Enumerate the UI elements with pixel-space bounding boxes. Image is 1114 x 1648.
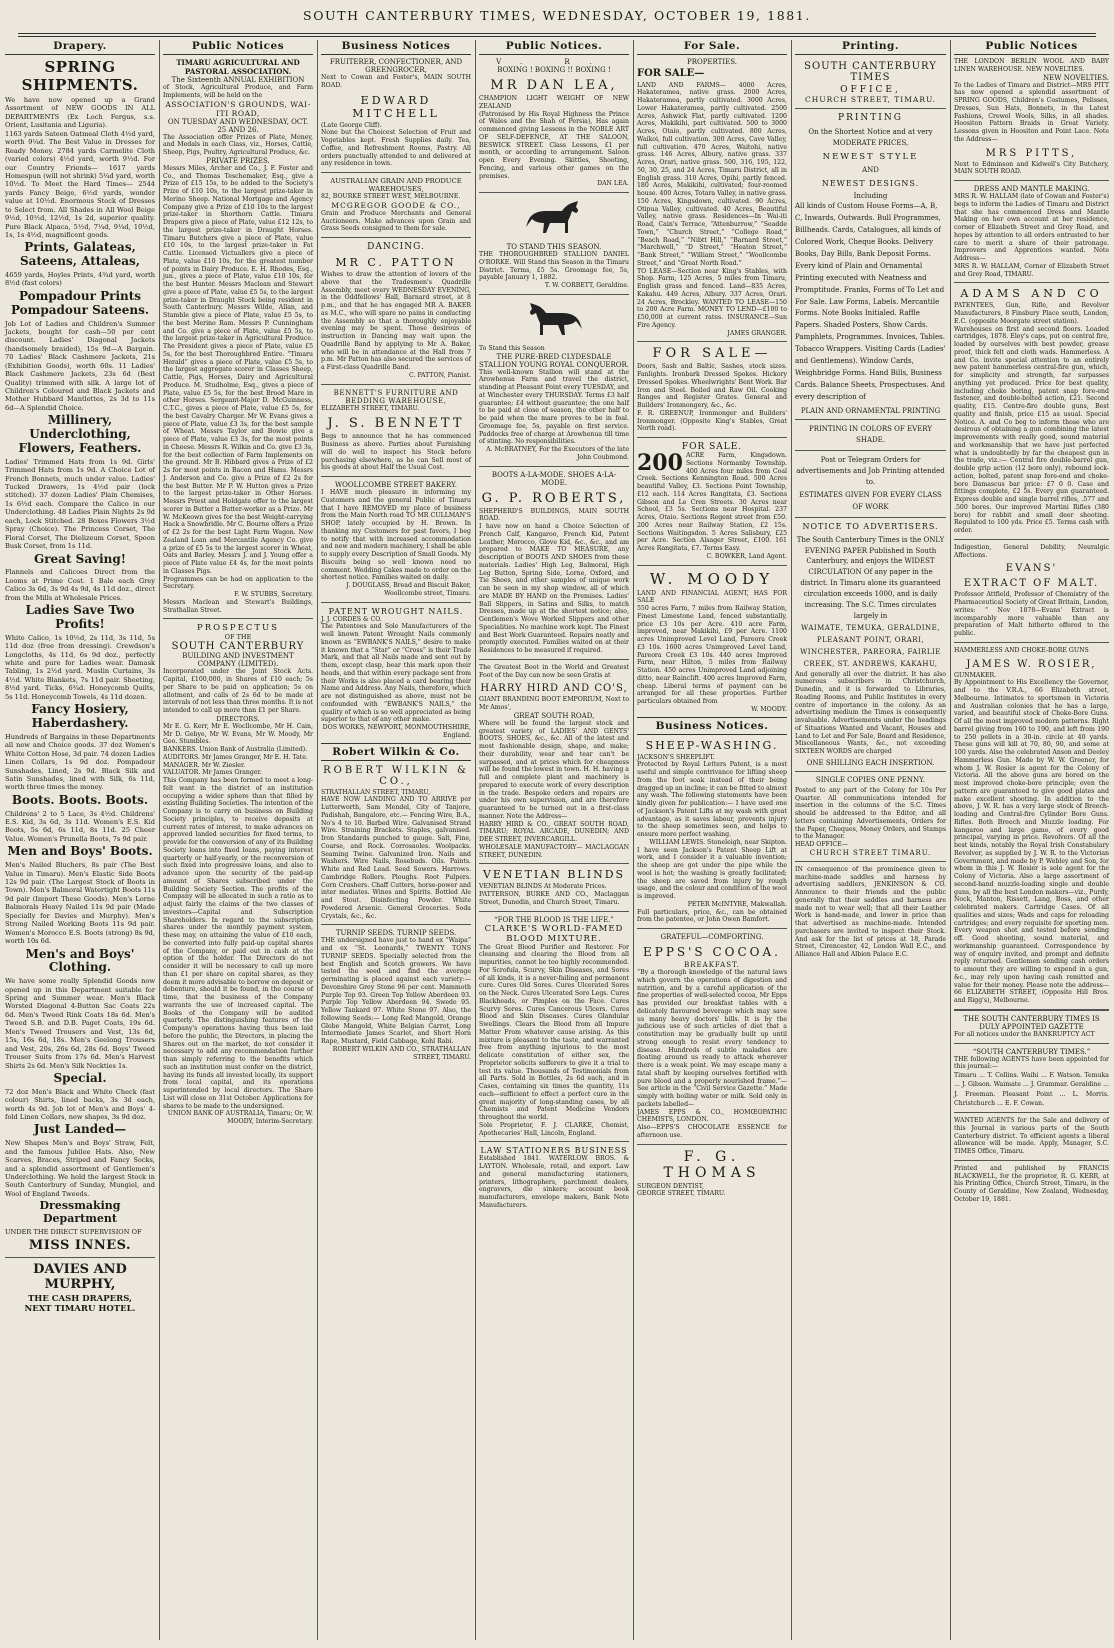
notice-title: BOOTS A-LA-MODE. SHOES A-LA-MODE. [491,470,617,487]
notice-title: FOR SALE. [681,442,743,452]
notice-title: NOTICE TO ADVERTISERS. [802,521,939,531]
notice-title: FRUITERER, CONFECTIONER, AND GREENGROCER, [329,58,463,74]
advert-name: FOR SALE— [652,346,772,362]
notice-signature: JAMES EPPS & CO., HOMŒOPATHIC CHEMISTS, LONDON. [637,1108,787,1124]
notice-title: NEWEST STYLE [822,151,919,162]
notice-text: OF THE [224,633,252,642]
column-heading: For Sale. [637,40,787,55]
notice-signature: C. BOWKER, Land Agent. [706,552,787,560]
notice-text: THE following AGENTS have been appointed for this journal:— [954,1055,1109,1071]
notice-text: Post or Telegram Orders for advertisements and Job Printing attended to. [796,455,945,486]
notice-text: PATTERSON, BURKE AND CO., Maclaggan Street, Dunedin, and Church Street, Timaru. [479,891,629,906]
advert-subtitle: THE CASH DRAPERS, [27,1294,133,1305]
advert-text: Childrens' 2 to 5 Lace, 3s 4½d. Childrens' E.S. Kid, 3s 6d, 3s 11d. Women's E.S. Kid Boots, 5s 6d, 6s 11d, 8s 11d. 25 Cheer Value. Women's Prunella Boots, 7s 9d pair. [5,809,155,843]
advert-text: Job Lot of Ladies and Children's Summer Jackets, bought for cash—50 per cent discount. Ladies' Diagonal Jackets (handsomely braided), 15s 9d—A Bargain. 70 Ladies' Black Cashmere Jackets, 21s (Exhibition Goods), worth 60s. 11 Ladies' Black Cashmere Jackets, 23s 6d (Best Quality) trimmed with silk. A large lot of Children's Coloured and Black Jackets and Mother Hubbard Mantlettes, 2s 3d to 11s 6d—A Splendid Choice. [5,319,155,412]
notice-title: DRESS AND MANTLE MAKING. [973,185,1090,193]
notice-text: Grain and Produce Merchants and General Auctioneers. Make advances upon Grain and Grass Seeds consigned to them for sale. [321,209,471,233]
notice-title: BENNETT'S FURNITURE AND BEDDING WAREHOUSE, [333,388,459,405]
notice-text: Messrs Miles, Archer and Co., J. F. Foster and Co., and Thomas Teschemaker, Esq., give a Prize of £15 15s, to be added to the Society's Prize of £10 10s, to the largest prize-taker in Merino Sheep. National Mortgage and Agency Company give a Prize of £10 10s to the largest prize-taker in Shorthorn Cattle. Timaru Drapers give a piece of Plate, value £12 12s, to the largest prize-taker in Draught Horses. Timaru Butchers give a piece of Plate, value £10 10s, to the largest prize-taker in Fat Cattle. Licensed Victuallers give a piece of Plate, value £10 10s, for the greatest number of points in Dairy Produce. E. H. Rhodes, Esq., jun., gives a piece of Plate, value £10 10s, for the best Hunter. Messrs Maclean and Stewart give a piece of Plate, value £5 5s, to the largest prize-taker in Draught Stock being resident in South Canterbury. Messrs Wilde, Allan, and Stamble give a piece of Plate, value £5 5s, to the best Merino Ram. Messrs P. Cunningham and Co. give a piece of Plate, value £5 5s, to the largest prize-taker in Agricultural Produce. The President gives a piece of Plate, value £5 5s, for the best Thoroughbred Entire. “Timaru Herald” gives a piece of Plate, value £5 5s, to the largest aggregate scorer in Classes Sheep, Cattle, Pigs, Horses, Dairy and Agricultural Produce. M. Studholme, Esq., gives a piece of Plate, value £5 5s, for the best Brood Mare in other Horses. Sergeant-Major D. McGuinness, C.T.C., gives a piece of Plate, value £5 5s, for the best Cavalry Charger. Mr W. Evans gives a piece of Plate, value £3 3s, for the best sample of Wheat. Messrs Taylor and Bowie give a piece of Plate, value £3 3s, for the most points in Cheese. Messrs R. Wilkin and Co. give £3 3s, for the best collection of Farm Implements on the ground. Mr B. Hibbard gives a Prize of £2 2s for most points in Bacon and Hams. Messrs J. Anderson and Co. give a Prize of £2 2s for the best Butter. Mr P. W. Hutton gives a Prize to the largest prize-taker in Other Horses. Messrs Priest and Holdgate offer to the largest scorer in Butter a Butter-worker as a Prize. Mr W. McKeown gives for the best Weight-carrying Hack a Snowbridle. Mr C. Bourne offers a Prize of £2 2s for the best Light Farm Wagon. New Zealand Loan and Mercantile Agency Co. give a prize of £5 5s to the largest scorer in Wheat, Oats and Barley. Messrs J. and J. Young offer a piece of Plate value £4 4s, for the most points in Classes Pigs. [163,164,313,575]
notice-text: The Association offer Prizes of Plate, Money, and Medals in each Class, viz., Horses, Cattle, Sheep, Pigs, Poultry, Agricultural Produce, &c. [163,133,313,156]
notice-text: BANKERS. Union Bank of Australia (Limited). [163,746,308,753]
section-heading: Dressmaking Department [39,1199,121,1225]
notice-signature: UNION BANK OF AUSTRALIA, Timaru; Or, W. MOODY, Interim-Secretary. [167,1110,313,1125]
notice-text: To Stand this Season [479,344,545,352]
column-heading: Public Notices [163,40,313,55]
notice-title: PRINTING [838,113,903,123]
notice-title: CHURCH STREET TIMARU. [809,848,932,857]
notice-text: CHAMPION LIGHT WEIGHT OF NEW ZEALAND [479,95,629,110]
notice-text: ACRE Farm, Kingsdown. Sections Normanby Township. 400 Acres four miles from Coal Creek. Sections Kennington Road. 500 Acres beautiful Valley, £3. Sections Point Township, £12 each. 114 Acres Rangitata, £3. Sections Gibson and Le Cren Streets. 30 Acres near School, £3 5s. Sections near Hospital. 237 Acres, Otaio. Sections Regent street from £50. 200 Acres near Railway Station, £2 15s. Sections Waitingsdon. 5 Acres Salisbury, £25 per Acre. Section Alsager Street, £100. 161 Acres Rangitata, £7. Terms Easy. [637,452,787,552]
notice-text: Next to Cowan and Foster's, MAIN SOUTH ROAD. [321,74,471,89]
notice-text: J. J. CORDES & CO. [321,615,382,623]
notice-title: ASSOCIATION'S GROUNDS, WAI-ITI ROAD, [165,99,311,118]
advert-name: CLARKE'S WORLD-FAMED BLOOD MIXTURE. [484,923,624,944]
notice-title: “SOUTH CANTERBURY TIMES.” [972,1047,1091,1056]
notice-text: SURGEON DENTIST, [637,1182,704,1190]
advert-text: We have some really Splendid Goods now opened up in this Department suitable for Spring and Summer wear. Men's Black Worsted Diagonal 4-Button Sac Coats 22s 6d. Men's Tweed Rink Coats 18s 6d. Men's Tweed S.B. and D.B. Paget Coats, 19s 6d. Men's Tweed Trousers and Vest, 13s 6d, 15s, 16s 6d, 18s. Men's Geelong Trousers and Vest, 20s, 26s 6d, 28s 6d. Boys' Tweed Trouser Suits from 17s 6d. Men's Harvest Shirts 2s 6d. Men's Silk Neckties 1s. [5,977,155,1070]
section-heading: Pompadour Prints Pompadour Sateens. [10,288,150,317]
section-heading: Robert Wilkin & Co. [321,743,471,761]
column-public-notices-3 [951,40,1112,1640]
notice-title: NEWEST DESIGNS. [821,178,920,188]
advert-text: Men's Nailed Bluchers, 8s pair (The Best Value in Timaru). Men's Elastic Side Boots 12s 9d pair. (The Largest Stock of Boots in Town). Men's Balmoral Watertight Boots 11s 9d pair (Import These Goods). Men's Lorne Balmorals Heavy Nailed 11s 9d pair (Made Specially for Davies and Murphy). Men's Strong Nailed Working Boots 11s 9d pair. Women's Morocco E.S. Boots (strong) 8s 9d, worth 10s 6d. [5,861,155,946]
notice-text: Begs to announce that he has commenced Business as above. Parties about Furnishing will do well to inspect his Stock before purchasing elsewhere, as he can Sell most of his goods at about Half the Usual Cost. [321,433,471,472]
advert-text: White Calico, 1s 10½d, 2s 11d, 3s 11d, 5s 11d doz (free from dressing). Crewdson's Longcloths, 4s 11d, 6s 9d doz., perfectly white and pure for Ladies wear. Damask Tabling, 1s 2½d yard. Muslin Curtains, 3s 4½d. White Blankets, 7s 11d pair. Sheeting, 8½d yard. Ticks, 6¾d. Honeycomb Quilts, 5s 11d. Honeycomb Towels, 4s 11d dozen. [5,633,155,701]
notice-title: SOUTH CANTERBURY [171,641,305,653]
column-printing [792,40,949,1640]
notice-title: THE LONDON BERLIN WOOL AND BABY LINEN WAREHOUSE. NEW NOVELTIES. [954,58,1109,73]
notice-text: The Patentees and Sole Manufacturers of the well known Patent Wrought Nails commonly known as “EWBANK'S NAILS,” desire to make it known that a “Star” or “Cross” is their Trade Mark, and that all Nails made and sent out by them, except clasp, bear this mark upon their heads, and that within every package sent from their Works is also placed a card bearing their Name and Address. Any Nails, therefore, which are not distinguished as above, must not be confounded with “EWBANK'S NAILS,” the quality of which is so well appreciated as being superior to that of any other make. [321,623,471,724]
notice-text: STRATHALLAN STREET, TIMARU, [321,788,431,796]
horse-illustration [522,197,586,239]
notice-text: ELIZABETH STREET, TIMARU. [321,404,420,412]
column-heading: Printing. [795,40,946,55]
notice-signature: JAMES GRANGER. [727,329,787,337]
advert-name: JAMES W. ROSIER, [966,658,1097,670]
notice-text: IN consequence of the prominence given to machine-made saddles and harness by advertising saddlers, JENKINSON & CO. Announce to their friends and the public generally that their saddles and harness are made not to wear well; that all their Leather Work is hand-made, and lower in price than that advertised as machine-made. Intended purchasers are invited to inspect their Stock. And ask for the list of prices at 18, Parade Street, Cirencester, 42, London Wall E.C., and Alliance Hall and Albion Palace E.C. [795,865,946,959]
section-heading: Men's and Boys' Clothing. [25,946,135,975]
notice-signature: DOS WORKS, NEWPORT, MONMOUTHSHIRE, England. [322,724,471,739]
section-heading: Men and Boys' Boots. [7,844,153,859]
notice-text: Wishes to draw the attention of lovers of the above that the Tradesmen's Quadrille Assembly, meet every WEDNESDAY EVENING, in the Oddfellows' Hall, Barnard street, at 8 p.m., and that he has engaged MR A. BAKER as M.C., who will spare no pains in conducting the Assembly so that a thoroughly enjoyable evening may be spent. Those desirous of instruction in Dancing may wait upon the Quadrille Band by applying to Mr A. Baker, who will be in attendance at the Hall from 7 p.m. Mr Patton has also secured the services of a First-class Quadrille Band. [321,271,471,371]
advert-text: Flannels and Calicoes Direct from the Looms at Prime Cost. 1 Bale each Grey Calico 3s 6d, 3s 9d 4s 9d, 4s 11d doz., direct from the Mills at Wholesale Prices. [5,568,155,602]
notice-text: “By a thorough knowledge of the natural laws which govern the operations of digestion and nutrition, and by a careful application of the fine properties of well-selected cocoa, Mr Epps has provided our breakfast tables with a delicately flavoured beverage which may save us many heavy doctors' bills. It is by the judicious use of such articles of diet that a constitution may be gradually built up until strong enough to resist every tendency to disease. Hundreds of subtle maladies are floating around us ready to attack wherever there is a weak point. We may escape many a fatal shaft by keeping ourselves fortified with pure blood and a properly nourished frame.”—See article in the “Civil Service Gazette.” Made simply with boiling water or milk. Sold only in packets labelled— [637,969,787,1108]
advert-text: New Shapes Men's and Boys' Straw, Felt, and the famous Jubilee Hats. Also, New Scarves, Braces, Striped and Fancy Socks, and a splendid assortment of Gentlemen's Underclothing. We hold the largest Stock in South Canterbury of Sunday, Mungiel, and Wool of England Tweeds. [5,1139,155,1198]
advert-name: F. G. THOMAS [663,1148,761,1181]
notice-text: PATENTEES, Gun, Rifle, and Revolver Manufacturers, 8 Finsbury Place south, London, E.C. (opposite Moorgate street station). [954,302,1109,325]
notice-text: Programmes can be had on application to the Secretary. [163,575,313,591]
notice-text: Also—EPPS'S CHOCOLATE ESSENCE for afternoon use. [637,1124,787,1139]
advert-numeral: 200 [637,450,683,476]
notice-text: GUNMAKER. [954,671,997,679]
advert-text: 1163 yards Sateen Oatmeal Cloth 4½d yard, worth 9¼d. The Best Value in Dresses for Ready Money. 2784 yards Carmelite Cloth (varied colors) 4½d yard, worth 9½d. For our Country Friends— 1617 yards Homespun (will not shrink) 5¼d yard, worth 10½d. To Meet the Hard Times— 2544 yards Fancy Beige, 6½d yards, wonder value at 10½d. Enormous Stock of Dresses to Select from. All Shades in All Wool Beige 9½d, 10½d, 12½d, 1s 2d, superior quality. Pure Black Alpaca, 5½d, 7¼d, 9¼d, 10½d, 1s, 1s 4½d, magnificent goods. [5,129,155,239]
advert-name: EPPS'S COCOA. [643,945,781,959]
notice-title: GREAT SOUTH ROAD, [513,711,595,720]
notice-text: Next to Edminson and Kidwell's City Butchery, MAIN SOUTH ROAD. [954,160,1109,176]
advert-text: 72 doz Men's Black and White Check (fast colour) Shirts, lined backs, 3s 3d each, worth 4s 9d. Job lot of Men's and Boys' 4-fold Linen Collars, new shapes, 3s 9d doz. [5,1087,155,1122]
notice-title: BOXING ! BOXING !! BOXING ! [497,66,611,74]
notice-text: On the Shortest Notice and at very [808,128,933,136]
section-heading: Great Saving! [33,551,127,566]
notice-title: AUSTRALIAN GRAIN AND PRODUCE WAREHOUSES, [330,177,462,193]
notice-text: For all notices under the BANKRUPTCY ACT [954,1030,1095,1038]
notice-text: This well-known Stallion will stand at the Arowhenua Farm and travel the district, standing at Pleasant Point every TUESDAY, and at Winchester every THURSDAY. Terms £3 half guarantee; £4 without guarantee; the one half to be paid at close of season, the other half to be paid when the mare proves to be in foal. Groomage fee, 5s, payable on first service. Paddocks free of charge at Arowhenua till time of stinting. No responsibilities. [479,368,629,446]
notice-text: WHOLESALE MANUFACTORY— MACLAGGAN STREET, DUNEDIN. [479,843,629,859]
advert-subtitle: NEXT TIMARU HOTEL. [24,1304,136,1315]
notice-title: BREAKFAST. [684,961,740,969]
notice-text: I HAVE much pleasure in informing my Customers and the general Public of Timaru that I have REMOVED my place of business from the Main North road TO MR CULLMAN'S SHOP, lately occupied by H. Brown. In thanking my Customers for past favors, I beg to notify that with increased accommodation and new and modern machinery, I shall be able to supply every Description of Small Goods. My Biscuits being so well known need no comment. Wedding Cakes made to order on the shortest notice. Families waited on daily. [321,489,471,582]
advert-text: We have now opened up a Grand Assortment of NEW GOODS IN ALL DEPARTMENTS (Ex Loch Fergus, s.s. Orient, Lusitania and Liguria). [5,96,155,130]
notice-text: Protected by Royal Letters Patent, is a most useful and simple contrivance for lifting sheep from the foot soak instead of their being dragged up an incline; it can be fitted to almost any wash. The following statements have been kindly given for publication:— I have used one of Jackson's Patent Lifts at my wash with great advantage, as it saves labour, prevents injury to the sheep sometimes seen, and helps to ensure more perfect washing. [637,761,787,838]
notice-signature: WILLIAM LEWIS. Stoneleigh, near Skipton. [649,838,787,846]
notice-text: The Greatest Boot in the World and Greatest Foot of the Day can now be seen Gratis at [479,663,629,679]
section-heading: Ladies Save Two Profits! [25,603,135,631]
notice-signature: Sole Proprietor, F. J. CLARKE, Chemist, Apothecaries' Hall, Lincoln, England. [479,1121,629,1137]
notice-title: TO STAND THIS SEASON. [506,243,602,251]
notice-text: BUILDING AND INVESTMENT COMPANY (LIMITED). [182,652,294,669]
notice-text: LAND AND FARMS— 4000 Acres, Hakateramea, native grass. 2000 Acres, Hakateramea, partly cultivated. 3000 Acres, Lower Hakateramea, partly cultivated. 2500 Acres, Ashwick Flat, partly cultivated. 1200 Acres, Makikihi, part cultivated. 500 to 3000 Acres, Otaio, partly cultivated. 800 Acres, Waikoi, full cultivation. 300 Acres, Cave Valley, full cultivation. 470 Acres, Waitohi, native grass. 146 Acres, Albury, native grass. 337 Acres, Orari, native grass. 500, 316, 195, 122, 50, 30, 25, and 24 Acres, Timaru District, all in English grass. 310 Acres, Opihi, partly fenced. 180 Acres, Makikihi, cultivated; four-roomed house. 400 Acres, Totara Valley, in native grass. 150 Acres, Kingsdown, cultivated. 90 Acres, Otipua Valley, cultivated. 40 Acres, Beautiful Valley, native grass. Residences—In Wai-iti Road, Cain's Terrace, “Attenburrow,” “Seadde Town,” “Church Street,” “College Road,” “Beach Road,” “Nibtt Hill,” “Barnard Street,” “Marchwell,” “D Street,” “Heaton Street,” “Bank Street,” “William Street,” “Woollcombe Street,” and “Great North Road.” [637,81,787,267]
advert-name: DAVIES AND MURPHY, [33,1262,127,1293]
advert-name: SOUTH CANTERBURY TIMES [804,61,937,83]
notice-text: VALUATOR. Mr James Granger. [163,769,262,777]
advert-name: J. S. BENNETT [327,416,465,432]
notice-signature: J. DOUGLASS, Bread and Biscuit Baker, Woollcombe street, Timaru. [346,582,471,597]
notice-text: The South Canterbury Times is the ONLY EVENING PAPER Published in South Canterbury, and enjoys the WIDEST CIRCULATION Of any paper in the district. In Timaru alone its guaranteed circulation exceeds 1000, and is daily increasing. The S.C. Times circulates largely in [796,535,945,620]
notice-title: THE SOUTH CANTERBURY TIMES IS DULY APPOINTED GAZETTE [963,1014,1100,1031]
column-heading: Public Notices [954,40,1109,55]
notice-title: PLAIN AND ORNAMENTAL PRINTING [800,406,941,415]
imprint: Printed and published by FRANCIS BLACKWELL, for the proprietor, R. G. KERR, at his Printing Office, Church Street, Timaru, in the County of Geraldine, New Zealand, Wednesday, October 19, 1881. [954,1164,1109,1203]
column-for-sale [634,40,790,1640]
notice-signature: DAN LEA. [597,180,629,188]
notice-title: SINGLE COPIES ONE PENNY. [815,775,926,784]
notice-signature: PETER McINTYRE, Makwallah. [687,900,787,908]
notice-text: HEAD OFFICE— [795,841,848,849]
advert-name: MR DAN LEA, [490,78,618,93]
notice-text: And generally all over the district. It has also numerous subscribers in Christchurch, Dunedin, and it is forwarded to Libraries, Reading Rooms, and Public Institutes in every centre of importance in the colony. As an advertising medium the Times is consequently invaluable. Advertisements under the headings of Situations Wanted and Vacant, Houses and Land to Let and For Sale, Board and Residence, Miscellaneous Wants, &c., not exceeding SIXTEEN WORDS are charged [795,670,946,756]
column-heading: Business Notices [321,40,471,55]
notice-title: THE PURE-BRED CLYDESDALE STALLION YOUNG ROYAL CONQUEROR. [479,352,629,369]
notice-title: PRINTING IN COLORS OF EVERY SHADE. [809,424,932,444]
notice-text: None but the Choicest Selection of Fruit and Vegetables kept. Fresh Supplies daily. Tea, Coffee, and Refreshment Rooms, Pastry. All orders punctually attended to and delivered at any residence in town. [321,129,471,168]
column-heading: Public Notices. [479,40,629,55]
notice-text: VENETIAN BLINDS At Moderate Prices. [479,883,607,891]
section-heading: Boots. Boots. Boots. [11,792,149,807]
notice-text: Incorporated under the Joint Stock Acts. Capital, £100,000, in Shares of £10 each; 5s per Share to be paid on application; 5s on allotment, and calls of 2s 6d to be made at intervals of not less than three months. It is not intended to call up more than £1 per Share. [163,668,313,714]
notice-title: NEW NOVELTIES. [1043,73,1109,82]
notice-title: “FOR THE BLOOD IS THE LIFE.” [494,915,614,924]
horse-illustration [522,299,586,341]
notice-signature: W. MOODY. [751,705,787,713]
notice-text: I have now on hand a Choice Selection of French Calf, Kangaroo, French Kid, Patent Leather, Morocco, Glove Kid, &c., &c., and am prepared to MAKE TO MEASURE, any description of BOOTS AND SHOES from these materials. Ladies' High Leg, Balmoral, High Leg Button, Spring Side, Lorne, Oxford, and Tie Shoes, and other samples of unique work can be seen in my shop window, all of which are MADE BY HAND on the Premises. Ladies' Ball Slippers, in Satins and Silks, to match Dresses, made up at the shortest notice; also, Gentlemen's Wove Worked Slippers and other Specialities. No machine work kept. The Finest and Best Work Guaranteed. Repairs neatly and promptly executed. Families waited on at their Residences to be measured if required. [479,523,629,654]
notice-text: GEORGE STREET, TIMARU. [637,1190,726,1198]
section-heading: Prints, Galateas, Sateens, Attaleas, [20,240,140,269]
notice-signature: F. R. GREENUP, Ironmonger and Builders' Ironmonger. (Opposite King's Stables, Great North road). [637,409,787,433]
notice-text: Messrs Maclean and Stewart's Buildings, Strathallan Street. [163,598,313,614]
notice-text: AND [862,165,879,174]
notice-text: Where will be found the largest stock and greatest variety of LADIES' AND GENTS' BOOTS, SHOES, &c., &c. All of the latest and most fashionable design, shape, and make; their durability, wear and tear can't be surpassed, and at prices which for cheapness will be found the lowest in town. H. H. having a full and complete plant and machinery is prepared to execute work of every description in the trade. Bespoke orders and repairs are under his own supervision, and are therefore guaranteed to be turned out in a first-class manner. Note the Address— [479,719,629,820]
notice-title: LAW STATIONERS BUSINESS [480,1146,628,1156]
notice-title: PATENT WROUGHT NAILS. [328,606,464,616]
notice-signature: F. W. STUBBS, Secretary. [234,591,313,598]
notice-title: ONE SHILLING EACH INSERTION. [806,758,935,767]
notice-title: TURNIP SEEDS. TURNIP SEEDS. [335,929,457,938]
advert-name: EXTRACT OF MALT. [963,578,1100,590]
advert-name: EDWARD MITCHELL [352,93,440,120]
notice-text: All kinds of Custom House Forms—A, B, C, Inwards, Outwards. Bull Programmes, Billheads. Cards, Catalogues, all kinds of Colored Work, Cheque Books. Delivery Books, Day Bills, Bank Deposit Forms. Every kind of Plain and Ornamental Printing executed with Neatness and Promptitude. Franks, Forms of To Let and For Sale. Law Forms, Labels. Mercantile Forms. Note Books Initialed. Raffle Papers. Shaded Posters, Show Cards. Pamphlets, Programmes. Invoices, Tables. Tobacco Wrappers. Visiting Cards (Ladies' and Gentlemens). Window Cards, Weighbridge Forms. Hand Bills, Business Cards. Balance Sheets, Prospectuses. And every description of [795,202,946,401]
notice-text: The Great Blood Purifier and Restorer. For cleansing and clearing the Blood from all impurities, cannot be too highly recommended. For Scrofula, Scurvy, Skin Diseases, and Sores of all kinds, it is a never-failing and permanent cure. Cures Old Sores. Cures Ulcerated Sores on the Neck. Cures Ulcerated Sore Legs. Cures Blackheads, or Pimples on the Face. Cures Scurvy Sores. Cures Cancerous Ulcers. Cures Blood and Skin Diseases. Cures Glandular Swellings. Clears the Blood from all Impure Matter From whatever cause arising. As this mixture is pleasant to the taste, and warranted free from anything injurious to the most delicate constitution of either sex, the Proprietor solicits sufferers to give it a trial to test its value. Thousands of Testimonials from all Parts. Sold in Bottles, 2s 6d each, and in Cases, containing six times the quantity, 11s each—sufficient to effect a perfect cure in the great majority of long-standing cases, by all Chemists and Patent Medicine Vendors throughout the world. [479,943,629,1121]
column-business-notices [318,40,474,1640]
section-heading: Just Landed— [33,1122,127,1137]
notice-text: HAVE NOW LANDING AND TO ARRIVE per Lutterworth, Sam Mendel, City of Tanjore, Padishah, Bangalore, etc.— Fencing Wire, B.A., No's 4 to 10. Barbed Wire. Galvanised Strand Wire. Straining Brackets. Staples, galvanised. Iron Standards punched to gauge. Salt, Fine, Coarse, and Rock. Corrosaoles. Woolpacks. Seaming Twine. Galvanized Iron. Nails and Washers. Wire Nails, Rosebuds. Oils. Paints. White and Red Lead. Seed Sowers. Harrows. Cambridge Rollers. Ploughs. Root Pulpers. Corn Crushers. Chaff Cutters, horse-power and inter mediates. Wines and Spirits. Bottled Ale and Stout. Disinfecting Powder. White Powdered Arsenic. General Groceries. Soda Crystals, &c., &c. [321,796,471,920]
notice-title: CHURCH STREET, TIMARU. [804,95,937,104]
notice-text: GIANT BRANDING BOOT EMPORIUM, Next to Mr Amos', [479,696,629,711]
masthead: SOUTH CANTERBURY TIMES, WEDNESDAY, OCTOBER 19, 1881. [303,8,811,23]
advert-name: MCGREGOR GOODE & CO., [331,200,461,210]
advert-name: SHEEP-WASHING. [645,738,779,752]
notice-text: Including [853,191,888,200]
notice-signature: MRS R. W. HALLAM, Corner of Elizabeth Street and Grey Road, TIMARU. [954,262,1109,278]
section-heading: Millinery, Underclothing, Flowers, Feathers. [18,413,142,455]
masthead-rule [18,33,1096,34]
notice-signature: A. McBRATNEY, For the Executors of the late John Coubmond. [486,446,629,461]
notice-title: FOR SALE— [637,68,705,79]
notice-text: MODERATE PRICES, [832,138,909,147]
notice-text: JACKSON'S SHEEPLIFT. [637,753,715,761]
notice-text: TO LEASE—Section near King's Stables, with Shop. Farm, 125 Acres, 5 miles from Timaru, English grass and fenced. Land—835 Acres, Kakahu. 449 Acres, Albury. 337 Acres, Orari. 24 Acres, Brockley. WANTED TO LEASE—150 to 200 Acre Farm. MONEY TO LEND—£100 to £50,000 at current rates. INSURANCE—Sun Fire Agency. [637,267,787,329]
advert-name: ROBERT WILKIN & CO., [323,764,469,787]
advert-name: G. P. ROBERTS, [481,490,627,506]
column-public-notices-2 [476,40,632,1640]
advert-text: Ladies' Trimmed Hats from 1s 9d. Girls' Trimmed Hats from 1s 9d. A Choice Lot of French Bonnets, much under value. Ladies' Tucked Drawers, 1s 4½d pair (lock stitched). 37 dozen Ladies' Plain Chemises, 1s 6½d each. Compare the Calico in our Underclothing. 48 Ladies Plain Nights 2s 9d each, Lock Stitched. 28 Boxes Flowers 3½d Spray (Choice). The Princess Corset, The Floral Corset, The Dielizeum Corset, Spoon Busk Corset, from 1s 11d. [5,457,155,551]
agents-list: Timaru ... T. Collins. Waihi ... F. Watson. Temuka ... J. Gibson. Waimate ... J. Grammar. Geraldine ... J. Freeman. Pleasant Point ... L. Morris. Christchurch ... E. F. Cowan. [954,1072,1109,1107]
notice-text: THE THOROUGHBRED STALLION DANIEL O'RORKE. Will Stand this Season in the Timaru District. Terms, £5 5s. Groomage fee, 5s, payable January 1, 1882. [479,251,629,282]
notice-title: OFFICE, [840,85,901,95]
section-heading: Special. [53,1070,107,1085]
advert-name: MR C. PATTON [335,256,457,269]
notice-text: (Patronised by His Royal Highness the Prince of Wales and the Shah of Persia), Has again commenced giving Lessons in the NOBLE ART OF SELF-DEFENCE, AT THE SALOON, BESWICK STREET. Class Lessons, £1 per month, or according to arrangement. Saloon open Every Evening. Skittles, Shooting, Fencing, and various other games on the premises. [479,110,629,180]
notice-signature: ROBERT WILKIN AND CO., STRATHALLAN STREET, TIMARU. [332,1045,471,1061]
advert-name: W. MOODY [649,569,775,588]
notice-text: ON TUESDAY AND WEDNESDAY, OCT. 25 AND 26. [167,117,309,134]
notice-text: Posted to any part of the Colony for 10s Per Quarter. All communications intended for insertion in the columns of the S.C. Times should be addressed to the Editor, and all letters containing Advertisements, Orders for the Paper, Cheques, Money Orders, and Stamps to the Manager. [795,786,946,841]
notice-text: Indigestion, General Debility, Neuralgic Affections. [954,543,1109,559]
notice-text: I have seen Jackson's Patent Sheep Lift at work, and I consider it a valuable invention; the sheep are got under the pipe while the wool is hot; the washing is greatly facilitated; the sheep are saved from injury by rough usage, and the colour and condition of the wool is improved. [637,846,787,900]
notice-text: WANTED AGENTS for the Sale and delivery of this Journal in various parts of the South Canterbury district. To efficient agents a liberal allowance will be made. Apply, Manager, S.C. TIMES Office, Timaru. [954,1117,1109,1156]
masthead-rule-lower [18,36,1096,37]
notice-title: HAMMERLESS AND CHOKE-BORE GUNS [954,646,1089,654]
notice-text: V. R. [496,58,612,66]
notice-text: (Late George Cliff). [321,121,382,129]
notice-title: PROPERTIES. [686,58,737,66]
notice-text: Mr E. G. Kerr, Mr E. Wocllcombe, Mr H. Cain, Mr D. Gebye, Mr W. Evans, Mr W. Moody, Mr Geo. Stumbles. [163,722,313,746]
notice-text: of Stock, Agricultural Produce, and Farm Implements, will be held on the [163,84,313,99]
notice-text: Professor Attfield, Professor of Chemistry of the Pharmaceutical Society of Great Britain, London, writes: “ Nov 1878—Evans' Extract is incomparably more valuable than any preparation of Malt hitherto offered to the public. [954,591,1109,637]
notice-signature: T. W. CORBETT, Geraldine. [544,282,629,289]
notice-title: PRIVATE PRIZES. [206,156,270,165]
notice-text: MANAGER. Mr W. Ziesler. [163,761,246,769]
notice-title: TIMARU AGRICULTURAL AND PASTORAL ASSOCIATION. [176,58,300,76]
notice-text: Established 1841. WATERLOW BROS. & LAYTON. Wholesale, retail, and export. Law and general manufacturing stationers, printers, lithographers, parchment dealers, engravers, die sinkers; account book manufacturers, envelope makers, Bank Note Manufacturers. [479,1155,629,1209]
notice-text: Warehouses on first and second floors. Loaded cartridges, 1878. Eley's caps, put on central fire, loaded by ourselves with best powder, grease proof, thick felt and cloth wads. Hammerless. A and Co. invite special attention to an entirely new patent hammerless central-fire gun, which, for simplicity and strength, far surpasses anything yet produced. Price for best quality, including choke boring, patent snap fore-end fastener, and double-bolted action, £21. Second quality, £15. Centre-fire double guns, Best quality and finish, price £15 as usual. Special Notice. A. and Co beg to inform those who are desirous of obtaining a gun combining the latest improvements with really good, sound material and workmanship that we have just perfected what is undoubtedly by far the cheapest gun in the trade, viz.:— Central fire double-barrel gun, double grip action (12 bore only), rebound lock-action, bolted, patent snap fore-end and choke-bore Damascus bar price: £7 0 0. Case and fittings complete, £2 5s. Every gun guaranteed. Express double and single barrel rifles, .577 and .500 bores. Our improved Martini Rifles (380 bore) for rabbit and small deer shooting. Regulated to 100 yds. Price £5. Terms cash with order. [954,325,1109,534]
notice-text: To the Ladies of Timaru and District—MRS PITT has now opened a splendid assortment of SPRING GOODS, Children's Costumes, Pelisses, Dresses, Sun Hats, Bonnets, in the Latest Fashions, Crewel Wools, Silks, in all shades. Hoositon Pattern Braids in Great Variety. Lessons given in Hoositon and Point Lace. Note the Address— [954,81,1109,143]
notice-title: PROSPECTUS [197,623,279,634]
column-drapery [2,40,158,1640]
headline: SPRING SHIPMENTS. [21,58,139,94]
notice-title: DANCING. [367,242,425,252]
advert-name: MRS PITTS, [985,147,1078,159]
section-heading: Fancy Hosiery, Haberdashery. [31,702,129,730]
advert-name: EVANS' [1005,563,1058,575]
advert-text: 4659 yards, Hoyles Prints, 4¾d yard, worth 8½d (fast colors) [5,271,155,288]
section-heading: Business Notices. [637,717,787,735]
advert-text: UNDER THE DIRECT SUPERVISION OF [5,1227,142,1236]
notice-text: 82, BOURKE STREET WEST, MELBOURNE. [321,193,461,200]
notice-text: Doors, Sash and Baltic, Sashes, stock sizes. Fanlights. Ironbark Dressed Spokes. Hickory Dressed Spokes. Wheelwrights' Bent Work. Bar Iron and Steel. Boiled and Raw Oil. Cooking Ranges and Register Grates. General and Builders' Ironmongery, &c., &c. [637,363,787,409]
notice-signature: C. PATTON, Pianist. [409,371,471,379]
advert-name: VENETIAN BLINDS [482,868,626,882]
notice-text: AUDITORS. Mr James Granger, Mr E. H. Tate. [163,753,308,761]
notice-text: This Company has been formed to meet a long-felt want in the district of an institution occupying a wider sphere than that filled by existing Building Societies. The intention of the Company is to carry on business on Building Society principles, to receive deposits at current rates of interest, to make advances on approved landed securities for fixed terms, to provide for the conversion of any of its Building Society loans into fixed loans, paying interest quarterly or half-yearly, or the reconversion of such fixed into progressive loans, and also to advance upon the security of the paid-up amount of Shares subscribed under the Building Society Section. The profits of the Company will be allocated in such a ratio as to adjust fairly the claims of the two classes of investors—Capital and Subscription Shareholders. In regard to the subscription shares under the monthly payment system, these may, on attaining the value of £10 each, be converted into fully paid-up capital shares of the Company, or paid out in cash at the option of the holder. The Directors do not consider it will be necessary to call up more than £1 per share on capital shares, as they deem it more advisable to borrow on deposit or debenture, should it be found, in the course of time, that the business of the Company warrants the use of increased capital. The Books of the Company will be audited quarterly. The distinguishing features of the Company's operations having thus been laid before the public, the Directors, in placing the Shares out on the market, do not consider it necessary to add any recommendation further than simply referring to the benefits which such an institution must confer on the district, having its funds all invested locally, its support from local capital, and its operations superintended by local directors. The Share List will close on 31st October. Applications for shares to be made to the undersigned. [163,777,313,1110]
notice-text: The Sixteenth ANNUAL EXHIBITION [171,76,305,84]
advert-name: ADAMS AND CO [960,287,1103,301]
notice-text: SHEPHERD'S BUILDINGS, MAIN SOUTH ROAD. [479,507,629,523]
notice-text: WAIMATE, TEMUKA, GERALDINE, PLEASANT POINT, ORARI, WINCHESTER, PAREORA, FAIRLIE CREEK, ST. ANDREWS, KAKAHU, [800,623,941,669]
notice-title: DIRECTORS. [216,714,260,723]
advert-name: MISS INNES. [28,1238,132,1254]
advert-text: Hundreds of Bargains in these Departments all new and Choice goods. 37 doz Women's White Cotton Hose, 3d pair. 74 dozen Ladies Linen Collars, 1s 9d doz. Pompadour Sunshades, Lined, 2s 9d. Black Silk and Satin Sunshades, lined with Silk, 6s 11d, worth three times the money. [5,732,155,792]
notice-text: Full particulars, price, &c., can be obtained from the patentee, or John Owen Bamfort. [637,908,787,924]
notice-text: 550 acres Farm, 7 miles from Railway Station, Finest Limestone Land, fenced substantially, price £3 10s per Acre. 410 acre Farm, improved, near Makikihi, £9 per Acre. 1100 acres Unimproved Level Land, Pareora Creek £3 10s. 1600 acres Unimproved Level Land, Pareora Creek £3 10s. 440 acres Improved Farm, near Hilton, 5 miles from Railway Station. 450 acres Unimproved Land adjoining ditto, near Rainclift. 400 acres Improved Farm, cheap. Liberal terms of payment can be arranged for all these properties. Further particulars obtained from [637,605,787,705]
notice-text: THE undersigned have just to hand ex “Waipa” and ex “St. Leonards,” TWENTY TONS TURNIP SEEDS. Specially selected from the best English and Scotch growers. We have tested the seed and find the average germinating is placed against each variety:— Devonshire Grey Stone 96 per cent. Mammoth Purple Top 93. Green Top Yellow Aberdeen 93. Purple Top Yellow Aberdeen 94. Swede 95. Yellow Tankard 97. White Stone 97. Also, the following Seeds:— Long Red Mangold, Orange Globe Mangold, White Belgian Carrot, Long Intermediate James Scarlet, and Short Horn Rape, Mustard, Field Cabbage, Kohl Rabi. [321,937,471,1045]
advert-name: HARRY HIRD AND CO'S, [480,683,628,695]
notice-title: WOOLLCOMBE STREET BAKERY. [334,481,458,489]
column-heading: Drapery. [5,40,155,55]
column-public-notices [160,40,316,1640]
notice-text: LAND AND FINANCIAL AGENT, HAS FOR SALE [637,589,787,605]
notice-signature: HARRY HIRD & CO., GREAT SOUTH ROAD, TIMARU; ROYAL ARCADE, DUNEDIN; AND DEE STREET, INVERCARGILL. [479,820,629,843]
notice-title: ESTIMATES GIVEN FOR EVERY CLASS OF WORK [799,491,942,511]
notice-title: GRATEFUL—COMFORTING. [660,933,764,941]
notice-text: By Appointment to His Excellency the Governor, and to the V.R.A., 66 Elizabeth street, Melbourne. Intimates to sportsmen in Victoria and Australian colonies that he has a large, varied, and beautiful stock of Choke-Bore Guns. Of all the most improved modern patterns. Right barrel giving from 160 to 190, and left from 190 to 250 pellets in a 30-in. circle at 40 yards. These guns will kill at 70, 80, 90, and some at 100 yards. Also the celebrated Anson and Deeley Hammerless Gun. Made by W. W. Greener, for whom J. W. Rosier is agent for the Colony of Victoria. All the above guns are bored on the most improved choke-bore principle; even the pattern are guaranteed to give good plates and make excellent shooting. In addition to the above, J. W. R. has a very large stock of Breech-loading and Central-fire Cylinder Bore Guns. Rifles. Both Breech and Muzzle loading. For kangaroo and large game, of every good principal, varying in price. Revolvers. Of all the best kinds, notably the Royal Irish Constabulary Revolver, as supplied by J. W. R. to the Victorian Government, and made by P. Webley and Son, for whom in this J. W. Rosier is sole agent for the Colony of Victoria. Also a large assortment of second-hand muzzle-loading single and double guns, by all the best London makers—viz., Purdy, Nock, Manton, Rissett, Lang, Boss, and other celebrated makers. Cartridge Cases. Of all qualities and sizes; Wads and caps for reloading cartridges; and every requisite for sporting men. Every weapon shot and tested before sending off. Good shooting, sound material, and workmanship guaranteed. Correspondence by way of enquiry invited, and prompt and definite reply returned. Gentlemen sending cash orders to amount they are willing to expend in a gun, &c., may rely upon having cash remitted and value for their money. Please note the address— 66 ELIZABETH STREET, (Opposite Hill Bros. and Rigg's), Melbourne. [954,679,1109,1004]
notice-text: MRS R. W. HALLAM (late of Cowan and Foster's) begs to inform the Ladies of Timaru and District that she has commenced Dress and Mantle Making on her own account at her residence, corner of Elizabeth Street and Grey Road, and hopes by attention to all orders entrusted to her care to merit a share of their patronage. Improvers and Apprentices wanted. Note Address— [954,193,1109,262]
